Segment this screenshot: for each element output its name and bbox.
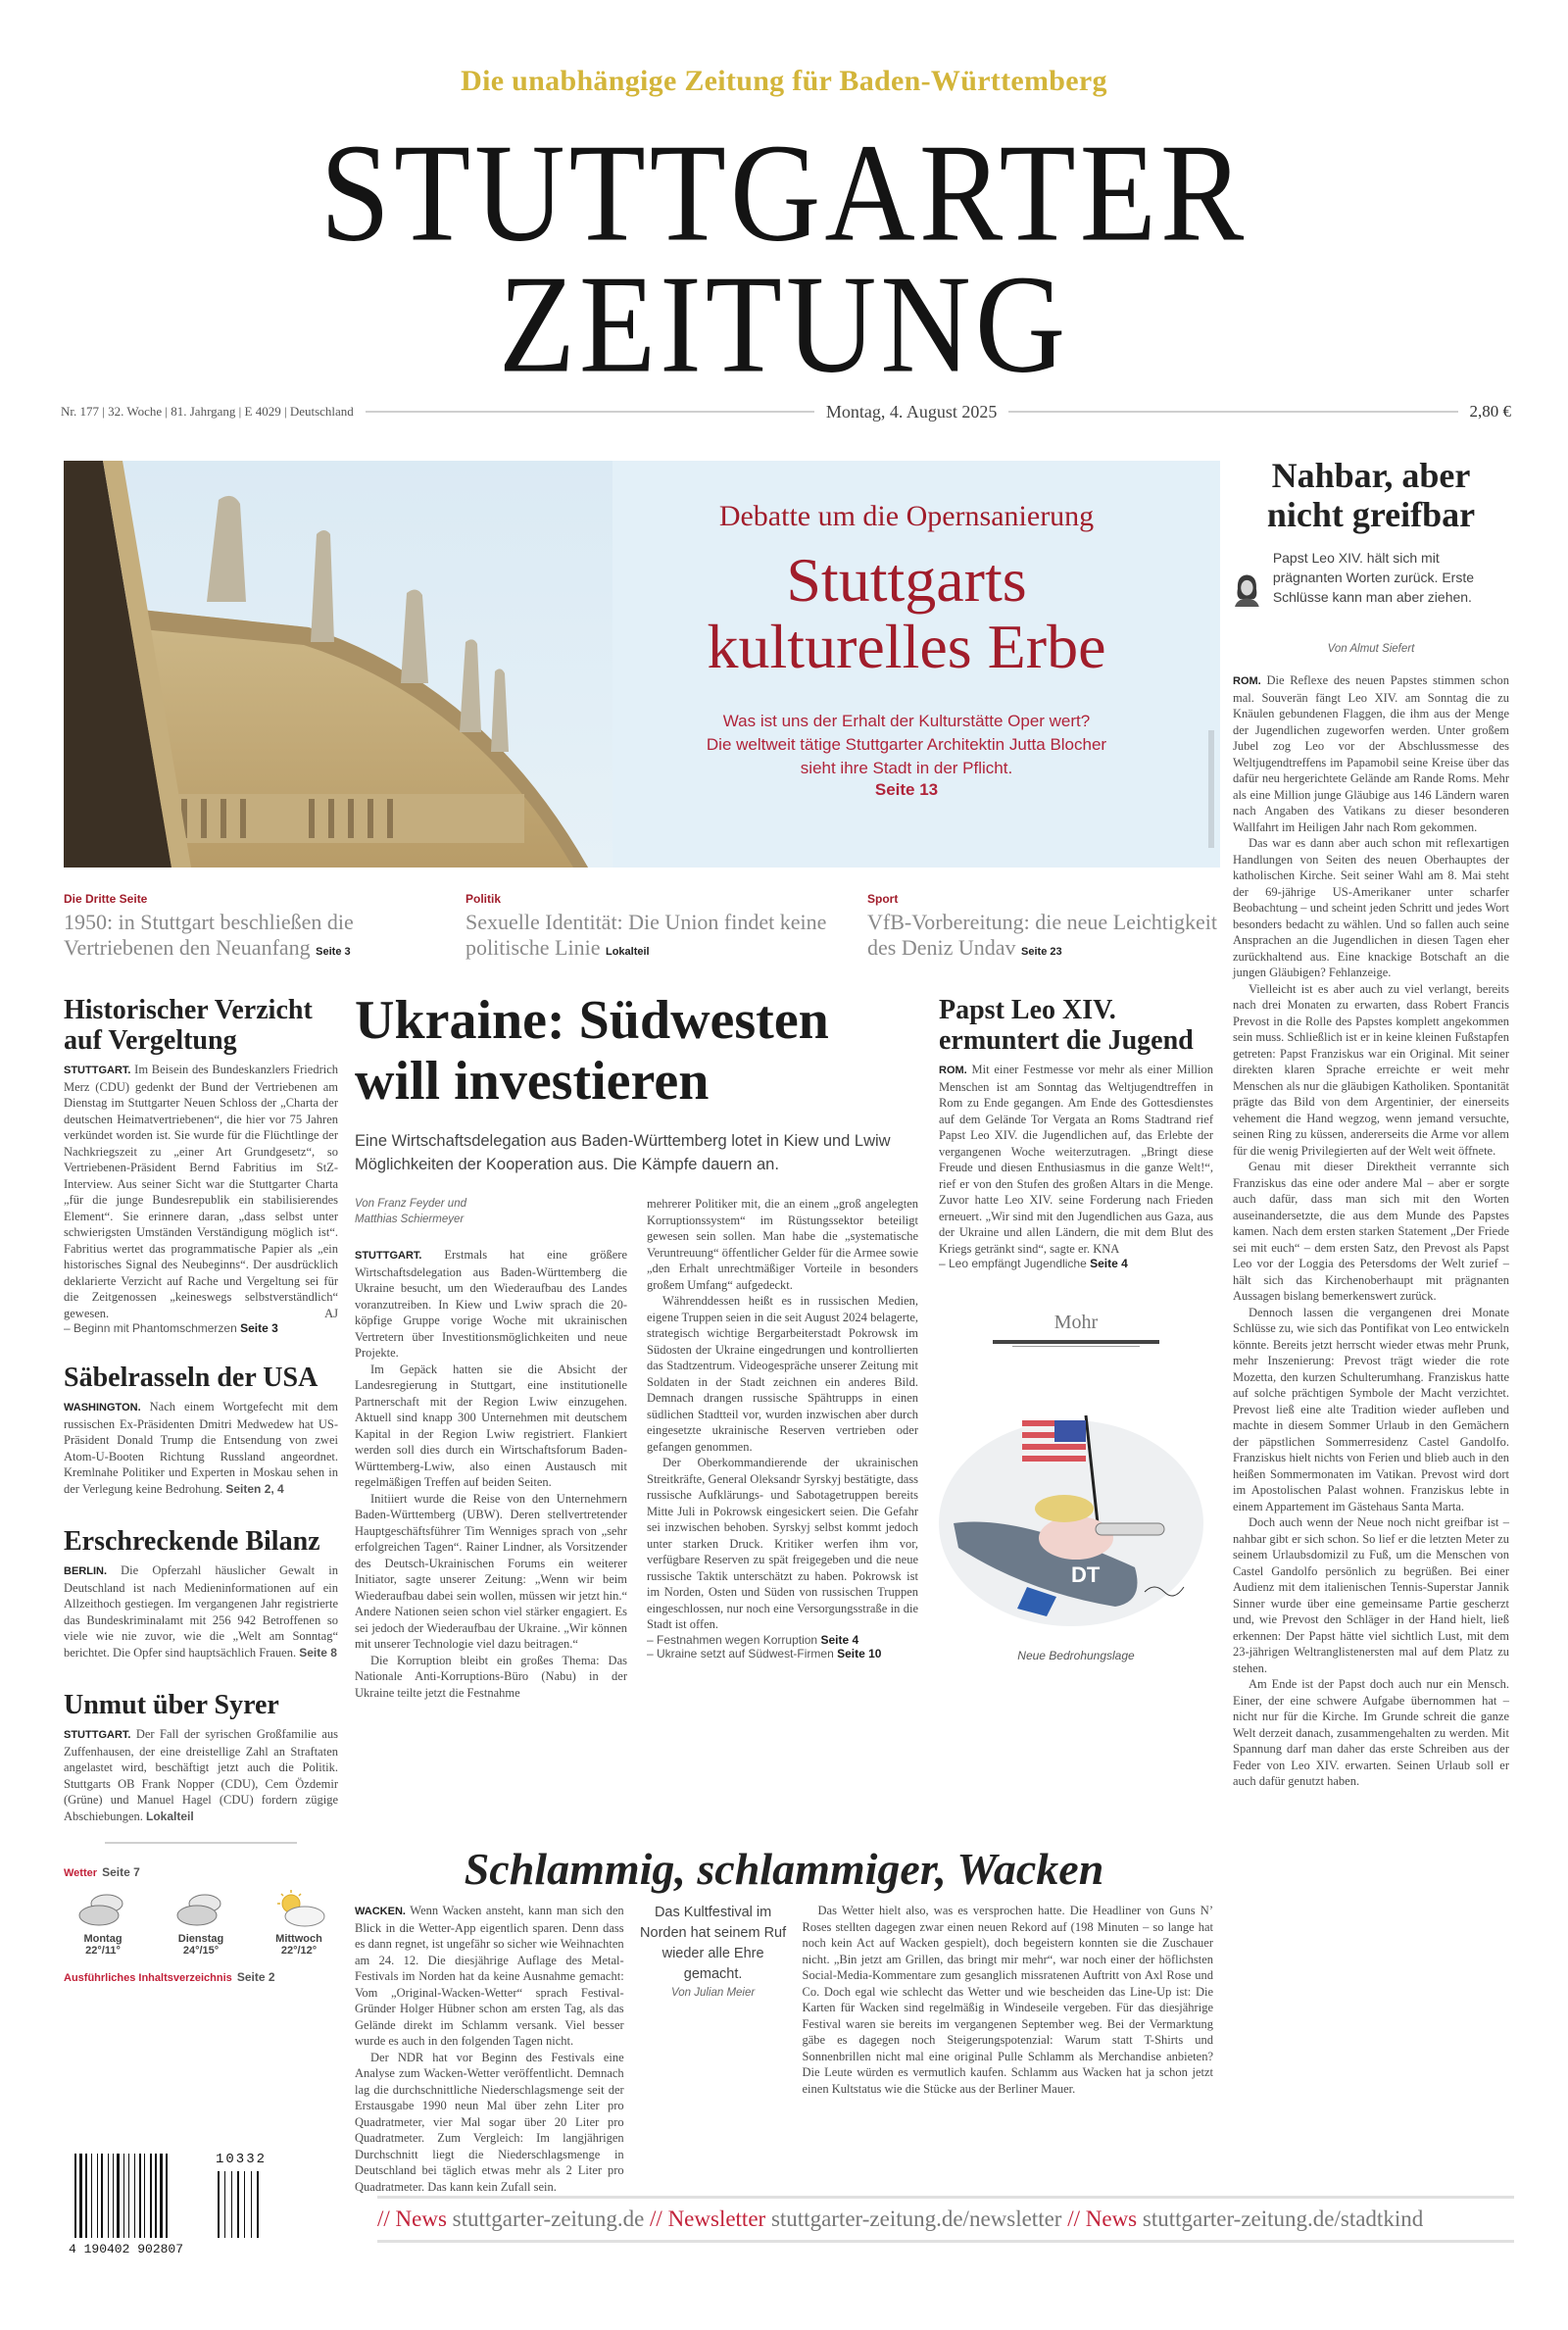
lead-headline-line2: will investieren: [355, 1051, 710, 1112]
wacken-column-1: [355, 1903, 624, 2195]
byline: [355, 1196, 627, 1227]
pull-quote: Das Kultfestival im Norden hat seinem Ruf wieder alle Ehre gemacht.: [640, 1905, 787, 1982]
ref-page: Seite 4: [820, 1632, 859, 1647]
ref-page[interactable]: Lokalteil: [146, 1809, 194, 1823]
weather-day: [64, 1890, 142, 1957]
article-body: [355, 1247, 627, 1701]
article-text: Mit einer Festmesse vor mehr als einer Million Menschen ist am Sonntag das Weltjugendtreffen in Rom zu Ende gegangen. Am Ende des Gottesdienstes auf dem Gelände Tor Vergata an Roms Stadtrand rief Papst Leo XIV. die Jugendlichen auf, das Erlebte der vergangenen Woche weiterzutragen. „Bringt diese Freude und diesen Enthusiasmus in die ganze Welt!“, rief er von den Stufen des großen Altars in die Menge. Zuvor hatte Leo XIV. seine Forderung nach Frieden erneuert. „Wir sind mit den Jugendlichen aus Gaza, aus der Ukraine und allen Ländern, die mit dem Blut des Kriegs getränkt sind“, sagte er.: [939, 1063, 1213, 1256]
ref-text: – Ukraine setzt auf Südwest-Firmen: [647, 1646, 834, 1661]
article-headline: Unmut über Syrer: [64, 1690, 279, 1720]
paragraph: Wenn Wacken ansteht, kann man sich den Blick in die Wetter-App eigentlich sparen. Denn dass es dann regnet, ist ungefähr so sicher wie Weihnachten am 24. 12. Die diesjährige Auflage des Metal-Festivals im Norden hat da keine Ausnahme gemacht: Vom „Original-Wacken-Wetter“ sprach Festival-Gründer Holger Hübner schon am ersten Tag, als das Gelände direkt im Schlamm versank. Viel besser wurde es auch in den folgenden Tagen nicht.: [355, 1904, 624, 2048]
agency: KNA: [1093, 1241, 1120, 1256]
paragraph: Vielleicht ist es aber auch zu viel verlangt, bereits nach drei Monaten zu erwarten, dass Robert Francis Prevost in die Rolle des Papstes komplett angekommen sein muss. Schließlich ist er in keine kleinen Fußstapfen getreten: Papst Franziskus war ein Original. Mit seiner direkten klaren Sprache erreichte er weit mehr Menschen als nur die gläubigen Katholiken. Spontanität prägte das Bild von dem Argentinier, der einerseits vehement die Hand wegzog, wenn jemand versuchte, seinen Ring zu küssen, andererseits die Arme vor allem für die wenig Privilegierten auf der Welt weit öffnete.: [1233, 981, 1509, 1158]
barcode-bar: [150, 2154, 152, 2238]
article-ref[interactable]: [939, 1257, 1213, 1270]
paragraph: Doch auch wenn der Neue noch nicht greifbar ist – nahbar gibt er sich schon. So lief er die letzten Meter zu seinem Urlaubsdomizil zu Fuß, um die Menschen von Castel Gandolfo persönlich zu begrüßen. Bei einer Audienz mit dem italienischen Tennis-Superstar Jannik Sinner wurde über eine gemeinsame Partie gescherzt und, wie Prevost den Schläger in der Hand hielt, ließ erkennen: Der Papst hätte viel sichtlich Lust, mit dem 23-jährigen Weltranglistenersten mal auf dem Platz zu stehen.: [1233, 1515, 1509, 1675]
wacken-headline: Schlammig, schlammiger, Wacken: [464, 1844, 1104, 1894]
ref-text: – Leo empfängt Jugendliche: [939, 1257, 1087, 1270]
article-body: [64, 1399, 338, 1497]
teaser-kicker: Politik: [466, 892, 502, 906]
paragraph: Der Oberkommandierende der ukrainischen Streitkräfte, General Oleksandr Syrskyj bestätigte, dass russische Aufklärungs- und Sabotagetruppen bereits Mitte Juli in Pokrowsk eingesickert seien. Die Gefahr sei inzwischen behoben. Syrskyj selbst kommt jedoch unter starken Druck. Kritiker werfen ihm vor, verfügbare Reserven zu spät freigegeben und die neue russische Taktik unterschätzt zu haben. Pokrowsk ist im Norden, Osten und Süden von russischen Truppen eingeschlossen, nur noch eine Versorgungsstraße in die Stadt ist offen.: [647, 1456, 918, 1631]
left-column: [64, 995, 338, 1985]
barcode-addon: 10332: [216, 2152, 268, 2167]
weather-ref[interactable]: Seite 7: [102, 1865, 140, 1879]
barcode-bar: [128, 2154, 129, 2238]
lead-headline-line1: Ukraine: Südwesten: [355, 990, 829, 1051]
us-flag-icon: [1022, 1420, 1086, 1464]
masthead-tagline: Die unabhängige Zeitung für Baden-Württemberg: [461, 65, 1107, 97]
weather-day: [260, 1890, 338, 1957]
lead-headline: [355, 990, 918, 1112]
ref-page: Seite 10: [837, 1646, 882, 1661]
divider: [1012, 1346, 1140, 1347]
article-brief[interactable]: [939, 995, 1213, 1270]
pope-column: [939, 995, 1213, 1662]
dateline: STUTTGART.: [64, 1729, 131, 1741]
article-body: [64, 1726, 338, 1824]
commentary-headline-line1: Nahbar, aber: [1271, 456, 1471, 495]
barcode-bar: [113, 2154, 114, 2238]
article-headline: Erschreckende Bilanz: [64, 1526, 320, 1557]
teaser-ref[interactable]: Lokalteil: [605, 946, 650, 958]
agency: AJ: [324, 1306, 338, 1320]
byline-line1: Von Franz Feyder und: [355, 1198, 466, 1210]
sun-cloud-icon: [270, 1890, 328, 1929]
index-ref[interactable]: Seite 2: [236, 1970, 275, 1984]
weather-temps: 22°/12°: [280, 1945, 318, 1957]
lead-story[interactable]: [355, 990, 918, 1701]
hero-subline-1: Was ist uns der Erhalt der Kulturstätte Oper wert?: [722, 712, 1091, 730]
divider: [366, 411, 814, 413]
separator: //: [650, 2206, 662, 2231]
barcode-bar: [117, 2154, 120, 2238]
political-cartoon[interactable]: [939, 1376, 1203, 1631]
dateline: STUTTGART.: [355, 1250, 422, 1262]
barcode-bar: [74, 2154, 76, 2238]
teaser[interactable]: [466, 892, 867, 970]
commentary-body: [1233, 672, 1509, 1790]
article-text: Im Beisein des Bundeskanzlers Friedrich Merz (CDU) gedenkt der Bund der Vertriebenen am Dienstag im Stuttgarter Neuen Schloss der „Charta der deutschen Heimatvertriebenen“, die hier vor 75 Jahren verkündet worden ist. Sie wurde für die Flüchtlinge der Nachkriegszeit zu „einer Art Grundgesetz“, so Vertriebenen-Präsident Bernd Fabritius im StZ-Interview. Aus seiner Sicht war die Stuttgarter Charta „für die junge Bundesrepublik ein stabilisierendes Element“. Sie erinnere daran, „dass selbst unter schwierigsten Umständen Verständigung möglich ist“. Fabritius wertet das programmatische Papier als „ein historisches Signal des Neubeginns“. Der ausdrücklich deklarierte Verzicht auf Rache und Vergeltung sei für die Zeitgenossen „keineswegs selbstverständlich“ gewesen.: [64, 1063, 339, 1320]
barcode-bar: [155, 2154, 157, 2238]
teaser-headline: Sexuelle Identität: Die Union findet keine politische Linie: [466, 910, 827, 960]
footer-link-url[interactable]: stuttgarter-zeitung.de/newsletter: [770, 2206, 1062, 2231]
hero-subline-2: Die weltweit tätige Stuttgarter Architektin Jutta Blocher: [706, 735, 1107, 754]
issue-line: [61, 400, 1511, 423]
article-brief[interactable]: [64, 1526, 338, 1661]
lead-column-1: [355, 1196, 627, 1701]
footer-link-label[interactable]: News: [1085, 2206, 1138, 2231]
issue-info: Nr. 177 | 32. Woche | 81. Jahrgang | E 4029 | Deutschland: [61, 404, 354, 419]
barcode-bar: [139, 2154, 141, 2238]
weather-forecast: [64, 1890, 338, 1957]
article-body: [64, 1062, 338, 1321]
separator: //: [1067, 2206, 1080, 2231]
article-text: Der Fall der syrischen Großfamilie aus Zuffenhausen, der eine dreistellige Zahl an Straftaten angelastet wird, beschäftigt jetzt auch die Politik. Stuttgarts OB Frank Nopper (CDU), Cem Özdemir (Grüne) und Manuel Hagel (CDU) fordern zügige Abschiebungen.: [64, 1727, 338, 1823]
paragraph: Initiiert wurde die Reise von den Unternehmern Baden-Württemberg (UBW). Deren stellvertretender Hauptgeschäftsführer Tim Wenniges sprach von „sehr erfolgreichen Tagen“. Rainer Lindner, als Vorsitzender des Deutsch-Ukrainischen Forums ein weiterer Initiator, sagte unserer Zeitung: „Wenn wir beim Wiederaufbau dabei sein wollen, müssen wir jetzt hin.“ Andere Nationen seien schon viel stärker engagiert. Es sei jedoch der Wiederaufbau der Ukraine. „Wir können mit unserer Technologie viel dazu beitragen.“: [355, 1491, 627, 1651]
ref-text: – Beginn mit Phantomschmerzen: [64, 1321, 237, 1335]
hero-headline[interactable]: [612, 547, 1200, 680]
article-brief[interactable]: [64, 1363, 338, 1497]
barcode-number: 4 190402 902807: [69, 2242, 184, 2256]
dateline: ROM.: [1233, 675, 1261, 687]
barcode-bar: [108, 2154, 109, 2238]
author-portrait: [1233, 548, 1261, 631]
barcode-bar: [97, 2154, 98, 2238]
paragraph: Am Ende ist der Papst doch auch nur ein Mensch. Einer, der eine schwere Aufgabe übernommen hat – nicht nur für die Kirche. Im Grunde schreit die ganze Welt derzeit danach, zusammengehalten zu werden. Mit Spannung darf man daher das erste Schreiben aus der Feder von Leo XIV. erwarten. Seinen Urlaub soll er auch dafür genutzt haben.: [1233, 1677, 1509, 1788]
hero-kicker: Debatte um die Opernsanierung: [718, 500, 1095, 532]
weather-box[interactable]: [64, 1861, 338, 1985]
ref-page[interactable]: Seiten 2, 4: [225, 1481, 284, 1496]
dateline: STUTTGART.: [64, 1065, 131, 1076]
barcode-addon-bar: [244, 2171, 245, 2238]
hero-headline-line2: kulturelles Erbe: [707, 612, 1106, 681]
lead-column-2: [647, 1196, 918, 1701]
article-body: [64, 1562, 338, 1661]
article-brief[interactable]: [64, 1690, 338, 1824]
teaser-kicker: Die Dritte Seite: [64, 892, 148, 906]
barcode-addon-bar: [251, 2171, 252, 2238]
teaser-ref[interactable]: Seite 23: [1021, 946, 1062, 958]
teaser[interactable]: [867, 892, 1220, 970]
byline: Von Julian Meier: [670, 1987, 756, 1999]
article-ref[interactable]: [647, 1633, 918, 1647]
paragraph: Der NDR hat vor Beginn des Festivals eine Analyse zum Wacken-Wetter veröffentlicht. Demnach lag die durchschnittliche Niederschlagsmenge seit der Erstausgabe 1990 neun Mal über zehn Liter pro Quadratmeter, vier Mal sogar über 20 Liter pro Quadratmeter. Zum Vergleich: Im langjährigen Durchschnitt liegt die Niederschlagsmenge in Deutschland bei täglich etwas mehr als 2 Liter pro Quadratmeter. Das kann kein Zufall sein.: [355, 2050, 624, 2194]
paragraph: mehrerer Politiker mit, die an einem „groß angelegten Korruptionssystem“ im Rüstungssektor beteiligt gewesen sein sollen. Man habe die „systematische Veruntreuung“ öffentlicher Gelder für die Armee sowie „den Erhalt unrechtmäßiger Vorteile in besonders großem Umfang“ aufgedeckt.: [647, 1197, 918, 1292]
byline-line2: Matthias Schiermeyer: [355, 1214, 465, 1225]
weather-day-name: Mittwoch: [275, 1933, 322, 1945]
masthead-title-line1: STUTTGARTER: [319, 114, 1249, 271]
dateline: ROM.: [939, 1065, 967, 1076]
sub-label: DT: [1071, 1562, 1101, 1587]
article-headline: Säbelrasseln der USA: [64, 1363, 318, 1393]
divider: [377, 2240, 1514, 2243]
barcode-bar: [85, 2154, 87, 2238]
issue-price: 2,80 €: [1469, 402, 1512, 421]
barcode-bar: [144, 2154, 145, 2238]
article-body: [647, 1196, 918, 1633]
commentary-headline: [1233, 456, 1509, 534]
barcode-addon-bar: [257, 2171, 259, 2238]
cloud-icon: [74, 1890, 132, 1929]
ref-text: – Festnahmen wegen Korruption: [647, 1632, 818, 1647]
article-headline: Historischer Verzicht auf Vergeltung: [64, 995, 313, 1056]
issue-date: Montag, 4. August 2025: [825, 401, 998, 421]
weather-temps: 24°/15°: [182, 1945, 220, 1957]
barcode-bar: [91, 2154, 92, 2238]
footer-link-label[interactable]: News: [395, 2206, 447, 2231]
barcode-bar: [79, 2154, 82, 2238]
teaser-row: [64, 892, 1220, 970]
ref-page: Seite 3: [240, 1321, 278, 1335]
barcode-addon-bar: [218, 2171, 220, 2238]
weather-day: [162, 1890, 240, 1957]
barcode-bar: [160, 2154, 163, 2238]
teaser[interactable]: [64, 892, 466, 970]
article-text: Nach einem Wortgefecht mit dem russischen Ex-Präsidenten Dmitri Medwedew hat US-Präsident Donald Trump die Entsendung von zwei Atom-U-Booten Richtung Russland angeordnet. Kremlnahe Politiker und Experten in Moskau sehen in der Verlegung keine Bedrohung.: [64, 1400, 339, 1496]
hero-subline: [612, 710, 1200, 780]
divider: [993, 1340, 1159, 1344]
barcode-addon-bar: [224, 2171, 225, 2238]
paragraph: Im Gepäck hatten sie die Absicht der Landesregierung in Stuttgart, eine institutionelle Partnerschaft mit der Region Lwiw einzugehen. Aktuell sind knapp 300 Unternehmen mit deutschem Kapital in der Region Lwiw registriert. Flankiert werden soll dies durch ein Wirtschaftsforum Baden-Württemberg-Lwiw, also einen Austausch mit regelmäßigen Treffen auf beiden Seiten.: [355, 1362, 627, 1489]
dateline: WACKEN.: [355, 1906, 406, 1917]
paragraph: Dennoch lassen die vergangenen drei Monate Schlüsse zu, wie sich das Pontifikat von Leo entwickeln könnte. Bereits jetzt herrscht wieder etwas mehr Prunk, mehr Inszenierung: Prevost trägt wieder die rote Mozetta, den kurzen Schulterumhang. Franziskus hatte auf solche prächtigen Symbole der Macht verzichtet. Prevost ließ eine alte Tradition wieder aufleben und machte in diesem Sommer Urlaub in den Gemächern der päpstlichen Sommerresidenz Castel Gandolfo. Franziskus hielt nichts von Ferien und blieb auch in den heißen Sommermonaten im Vatikan. Prevost wird dort im Apostolischen Palast wohnen. Franziskus lebte in einem Appartement im Gästehaus Santa Marta.: [1233, 1305, 1509, 1513]
ref-page[interactable]: Seite 8: [299, 1645, 337, 1660]
photo-credit: [1208, 730, 1214, 848]
footer-link-url[interactable]: stuttgarter-zeitung.de: [452, 2206, 645, 2231]
separator: //: [377, 2206, 390, 2231]
footer-link-label[interactable]: Newsletter: [667, 2206, 766, 2231]
teaser-headline: 1950: in Stuttgart beschließen die Vertriebenen den Neuanfang: [64, 910, 354, 960]
article-brief[interactable]: [64, 995, 338, 1335]
dateline: BERLIN.: [64, 1565, 107, 1577]
hero-text: [612, 461, 1200, 868]
divider: [1008, 411, 1457, 413]
wacken-story[interactable]: [355, 1843, 1213, 2195]
weather-temps: 22°/11°: [85, 1945, 121, 1957]
barcode: [69, 2152, 294, 2259]
weather-day-name: Montag: [83, 1933, 122, 1945]
paragraph: Erstmals hat eine größere Wirtschaftsdelegation aus Baden-Württemberg die Ukraine besucht, um den Wiederaufbau des Landes voranzutreiben. In Kiew und Lwiw sprach die 20-köpfige Gruppe vorige Woche mit ukrainischen Vertretern über Investitionsmöglichkeiten und neue Projekte.: [355, 1248, 627, 1360]
article-headline: Papst Leo XIV. ermuntert die Jugend: [939, 995, 1194, 1056]
barcode-bar: [123, 2154, 124, 2238]
weather-day-name: Dienstag: [177, 1933, 224, 1945]
paragraph: Die Korruption bleibt ein großes Thema: Das Nationale Anti-Korruptions-Büro (Nabu) in der Ukraine teilte jetzt die Festnahme: [355, 1653, 627, 1700]
opera-house-photo: [64, 461, 612, 868]
hero-feature[interactable]: [64, 461, 1220, 868]
paragraph: Das Wetter hielt also, was es versprochen hatte. Die Headliner von Guns N’ Roses stellten dagegen zwar einen neuen Rekord auf (198 Minuten – so lange hat noch kein Act auf Wacken gespielt), doch begeistern konnten sie die Zuschauer nicht. „Bin jetzt am Grillen, das bringt mir mehr“, war noch einer der höflichsten Social-Media-Kommentare zum gesanglich missratenen Auftritt von Axl Rose und Co. Doch egal wie schlecht das Wetter und wie bescheiden das Line-Up ist: Die Karten für Wacken sind regelmäßig in Windeseile vergeben. Für das diesjährige Festival waren sie bereits im vergangenen September weg. Bei der Vermarktung gäbe es dagegen noch Steigerungspotenzial: Warum statt T-Shirts und Sonnenbrillen nicht mal eine original Pulle Schlamm als Merchandise anbieten? Die Leute würden es vermutlich kaufen. Schlamm aus Wacken hat ja schon jetzt einen Kultstatus wie die Stücke aus der Berliner Mauer.: [802, 1904, 1213, 2096]
wacken-column-2: [803, 1903, 1214, 2195]
article-body: [939, 1062, 1213, 1257]
index-label: Ausführliches Inhaltsverzeichnis: [64, 1972, 232, 1984]
teaser-headline: VfB-Vorbereitung: die neue Leichtigkeit des Deniz Undav: [867, 910, 1217, 960]
barcode-bar: [101, 2154, 103, 2238]
article-ref[interactable]: [647, 1647, 918, 1661]
teaser-ref[interactable]: Seite 3: [316, 946, 351, 958]
commentary-column[interactable]: [1233, 456, 1509, 1790]
article-text: Die Opferzahl häuslicher Gewalt in Deutschland ist nach Medieninformationen auf ein Allzeithoch gestiegen. Im vergangenen Jahr registrierte das Bundeskriminalamt mit 256 942 Betroffenen so viele wie nie zuvor, wie die „Welt am Sonntag“ berichtet. Die Opfer sind hauptsächlich Frauen.: [64, 1563, 338, 1660]
teaser-kicker: Sport: [867, 892, 899, 906]
hero-headline-line1: Stuttgarts: [786, 545, 1027, 615]
dateline: WASHINGTON.: [64, 1402, 141, 1413]
cartoonist-name: Mohr: [1054, 1312, 1099, 1333]
byline: Von Almut Siefert: [1327, 643, 1415, 655]
paragraph: Währenddessen heißt es in russischen Medien, eigene Truppen seien in die seit August 2024 belagerte, strategisch wichtige Bergarbeiterstadt Pokrowsk im Südosten der Ukraine eingedrungen und kontrollierten das Stadtzentrum. Videogespräche unserer Zeitung mit Soldaten in der Stadt zeichnen ein anderes Bild. Demnach drangen russische Spähtrupps in einen südlichen Stadtteil vor, wurden inzwischen aber durch eingesetzte ukrainische Reserven vertrieben oder gefangen genommen.: [647, 1294, 918, 1454]
hero-page-ref[interactable]: Seite 13: [874, 780, 939, 799]
paragraph: Die Reflexe des neuen Papstes stimmen schon mal. Souverän fängt Leo XIV. am Sonntag die zu Knäulen gebundenen Flaggen, die ihm aus der Menge der Jugendlichen zugeworfen werden. Unter großem Jubel zog Leo vor der Abschlussmesse des Weltjugendtreffens im Papamobil seine Kreise über das dafür neu hergerichtete Gelände am Rande Roms. Mehr als eine Million junge Gläubige aus 146 Ländern waren nach Angaben des Vatikans zu dieser besonderen Wallfahrt im Heiligen Jahr nach Rom gekommen.: [1233, 673, 1509, 834]
ref-page: Seite 4: [1090, 1257, 1128, 1270]
footer-link-url[interactable]: stuttgarter-zeitung.de/stadtkind: [1142, 2206, 1424, 2231]
barcode-bar: [134, 2154, 135, 2238]
article-ref[interactable]: [64, 1321, 338, 1335]
weather-label: Wetter: [64, 1867, 98, 1879]
divider: [105, 1842, 297, 1844]
barcode-addon-bar: [237, 2171, 239, 2238]
commentary-dek: Papst Leo XIV. hält sich mit prägnanten Worten zurück. Erste Schlüsse kann man aber ziehen.: [1272, 550, 1474, 605]
barcode-addon-bar: [231, 2171, 232, 2238]
pull-quote-box: [640, 1903, 787, 2195]
masthead-title-line2: ZEITUNG: [498, 245, 1070, 402]
lead-dek: Eine Wirtschaftsdelegation aus Baden-Württemberg lotet in Kiew und Lwiw Möglichkeiten der Kooperation aus. Die Kämpfe dauern an.: [355, 1132, 891, 1173]
commentary-headline-line2: nicht greifbar: [1266, 495, 1476, 534]
cloud-icon: [172, 1890, 230, 1929]
paragraph: Genau mit dieser Direktheit verrannte sich Franziskus das eine oder andere Mal – aber er sorgte auch dafür, dass man sich mit den Worten auseinandersetzte, die aus dem Munde des Papstes kamen. Nach dem ersten starken Statement „Der Friede sei mit euch“ – dem ersten Satz, den Prevost als Papst Leo vor der Loggia des Petersdoms der Welt zurief – hält sich das Kirchenoberhaupt mit prägnanten Aussagen bislang bemerkenswert zurück.: [1233, 1160, 1509, 1303]
paragraph: Das war es dann aber auch schon mit reflexartigen Handlungen von Seiten des neuen Oberhauptes der katholischen Kirche. Seit seiner Wahl am 8. Mai steht der 69-jährige US-Amerikaner unter scharfer Beobachtung – und scheint jeden Schritt und jedes Wort besonders bedacht zu wählen. Und so fallen auch seine Ansprachen an die Jugendlichen in diesen Tagen eher zurückhaltend aus. Eine knackige Botschaft an die jungen Gläubigen? Fehlanzeige.: [1233, 836, 1509, 979]
footer-links: [377, 2196, 1514, 2243]
barcode-bar: [166, 2154, 168, 2238]
cartoon-caption: Neue Bedrohungslage: [1017, 1649, 1135, 1662]
hero-subline-3: sieht ihre Stadt in der Pflicht.: [800, 759, 1013, 777]
